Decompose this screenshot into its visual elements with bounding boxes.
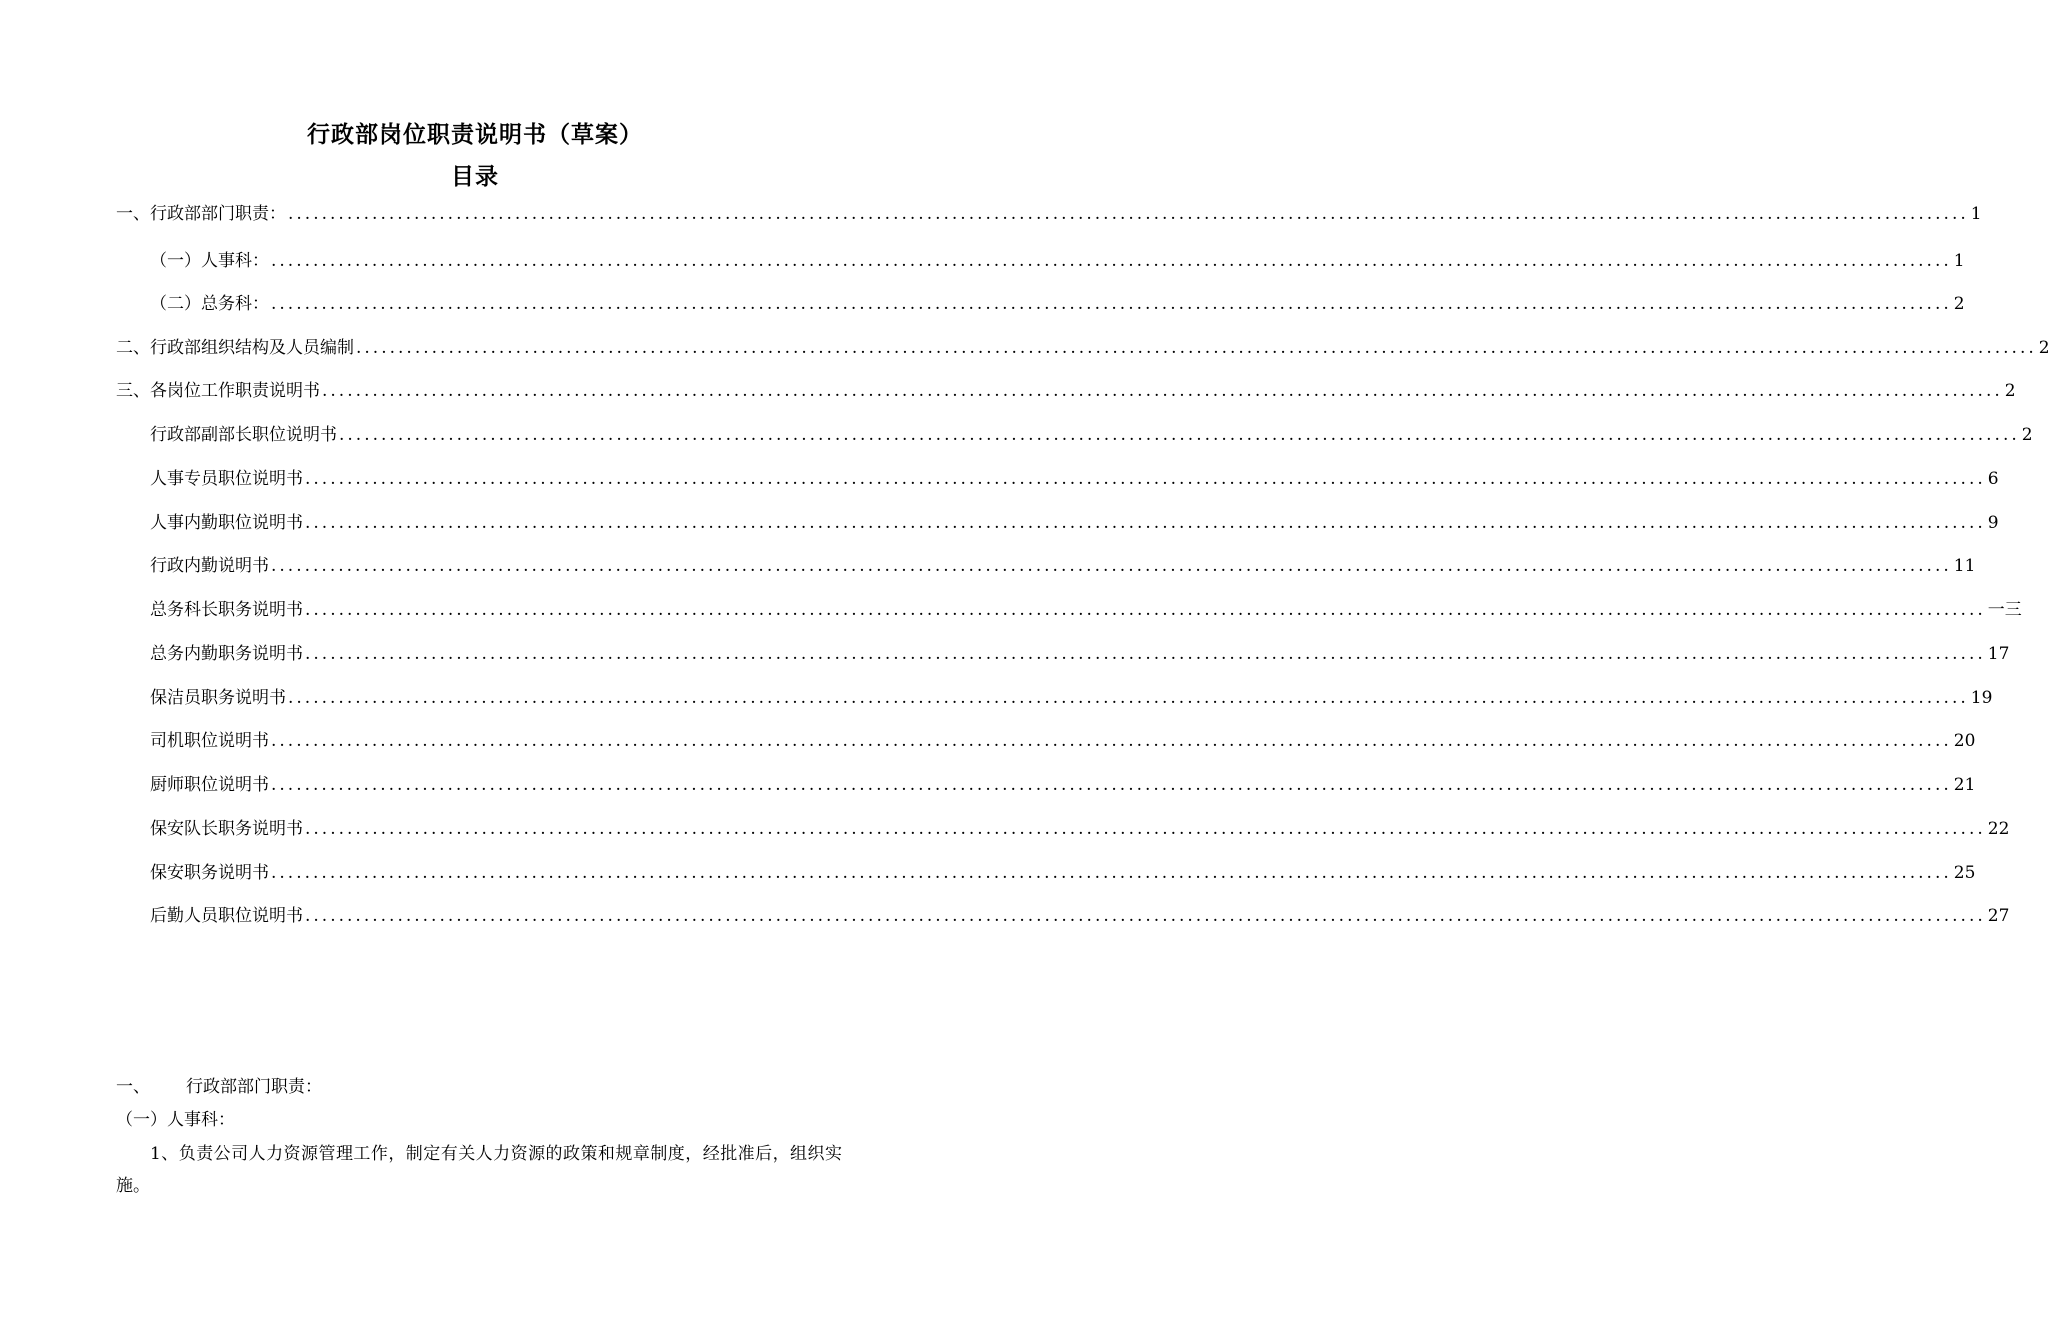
toc-leader: ........................................................................................................................................................................................................ xyxy=(271,556,1952,576)
toc-leader: ........................................................................................................................................................................................................ xyxy=(305,513,1986,533)
toc-leader: ........................................................................................................................................................................................................ xyxy=(288,204,1969,224)
toc-entry-page: 11 xyxy=(1953,556,1976,576)
toc-leader: ........................................................................................................................................................................................................ xyxy=(271,294,1952,314)
toc-entry-page: 17 xyxy=(1987,644,2010,664)
subsection-heading: （一）人事科： xyxy=(116,1110,235,1130)
toc-entry-page: 22 xyxy=(1987,819,2010,839)
toc-leader: ........................................................................................................................................................................................................ xyxy=(356,338,2037,358)
toc-entry-page: 9 xyxy=(1987,513,1999,533)
toc-entry[interactable] xyxy=(150,510,1999,536)
toc-entry[interactable] xyxy=(150,248,1965,274)
toc-leader: ........................................................................................................................................................................................................ xyxy=(271,251,1952,271)
toc-entry-text: （一）人事科： xyxy=(150,251,269,271)
toc-entry-text: 人事内勤职位说明书 xyxy=(150,513,303,533)
toc-leader: ........................................................................................................................................................................................................ xyxy=(305,644,1986,664)
toc-entry-page: 21 xyxy=(1953,775,1976,795)
toc-entry-page: 1 xyxy=(1953,251,1965,271)
toc-leader: ........................................................................................................................................................................................................ xyxy=(305,469,1986,489)
toc-entry[interactable] xyxy=(150,816,2010,842)
toc-entry[interactable] xyxy=(150,860,1976,886)
toc-entry[interactable] xyxy=(150,728,1976,754)
toc-entry-page: 2 xyxy=(1953,294,1965,314)
toc-entry[interactable] xyxy=(150,291,1965,317)
toc-entry-page: 2 xyxy=(2021,425,2033,445)
toc-entry-page: 6 xyxy=(1987,469,1999,489)
toc-entry-page: 25 xyxy=(1953,863,1976,883)
toc-entry-page: 1 xyxy=(1970,204,1982,224)
toc-entry-text: 后勤人员职位说明书 xyxy=(150,906,303,926)
toc-entry-text: 行政部部门职责： xyxy=(150,204,286,224)
toc-leader: ........................................................................................................................................................................................................ xyxy=(271,731,1952,751)
toc-entry-page: 20 xyxy=(1953,731,1976,751)
toc-entry-text: 司机职位说明书 xyxy=(150,731,269,751)
toc-entry[interactable] xyxy=(150,903,2010,929)
toc-entry[interactable] xyxy=(150,597,2022,623)
toc-entry-page: 一三 xyxy=(1987,600,2022,620)
toc-entry-page: 2 xyxy=(2038,338,2050,358)
toc-leader: ........................................................................................................................................................................................................ xyxy=(305,906,1986,926)
toc-entry[interactable] xyxy=(150,685,1993,711)
toc-leader: ........................................................................................................................................................................................................ xyxy=(305,600,1986,620)
toc-entry-number: 一、 xyxy=(116,204,150,224)
toc-entry[interactable] xyxy=(150,466,1999,492)
toc-leader: ........................................................................................................................................................................................................ xyxy=(305,819,1986,839)
body-paragraph: 1、负责公司人力资源管理工作，制定有关人力资源的政策和规章制度，经批准后，组织实施。 xyxy=(116,1144,842,1196)
toc-leader: ........................................................................................................................................................................................................ xyxy=(322,381,2003,401)
toc-entry-page: 2 xyxy=(2004,381,2016,401)
toc-heading: 目录 xyxy=(451,164,499,190)
toc-entry-text: 保安职务说明书 xyxy=(150,863,269,883)
toc-entry-text: 三、各岗位工作职责说明书 xyxy=(116,381,320,401)
toc-entry[interactable] xyxy=(150,641,2010,667)
section-number: 一、 xyxy=(116,1077,150,1097)
toc-entry-text: 人事专员职位说明书 xyxy=(150,469,303,489)
toc-entry-text: 保安队长职务说明书 xyxy=(150,819,303,839)
toc-entry-text: 总务科长职务说明书 xyxy=(150,600,303,620)
toc-leader: ........................................................................................................................................................................................................ xyxy=(288,688,1969,708)
section-title: 行政部部门职责： xyxy=(186,1077,322,1097)
toc-entry-text: 行政部副部长职位说明书 xyxy=(150,425,337,445)
toc-entry-text: 保洁员职务说明书 xyxy=(150,688,286,708)
section-heading xyxy=(116,1073,322,1101)
toc-leader: ........................................................................................................................................................................................................ xyxy=(339,425,2020,445)
toc-entry[interactable] xyxy=(116,335,2050,361)
toc-entry-page: 19 xyxy=(1970,688,1993,708)
toc-leader: ........................................................................................................................................................................................................ xyxy=(271,863,1952,883)
toc-entry-text: 厨师职位说明书 xyxy=(150,775,269,795)
toc-entry[interactable] xyxy=(150,772,1976,798)
document-title: 行政部岗位职责说明书（草案） xyxy=(307,122,643,148)
toc-entry-text: （二）总务科： xyxy=(150,294,269,314)
toc-entry[interactable] xyxy=(150,553,1976,579)
toc-entry-text: 二、行政部组织结构及人员编制 xyxy=(116,338,354,358)
toc-entry-text: 总务内勤职务说明书 xyxy=(150,644,303,664)
toc-entry[interactable] xyxy=(116,201,1982,227)
toc-entry-text: 行政内勤说明书 xyxy=(150,556,269,576)
toc-entry[interactable] xyxy=(150,422,2033,448)
toc-entry[interactable] xyxy=(116,378,2016,404)
toc-entry-page: 27 xyxy=(1987,906,2010,926)
toc-leader: ........................................................................................................................................................................................................ xyxy=(271,775,1952,795)
